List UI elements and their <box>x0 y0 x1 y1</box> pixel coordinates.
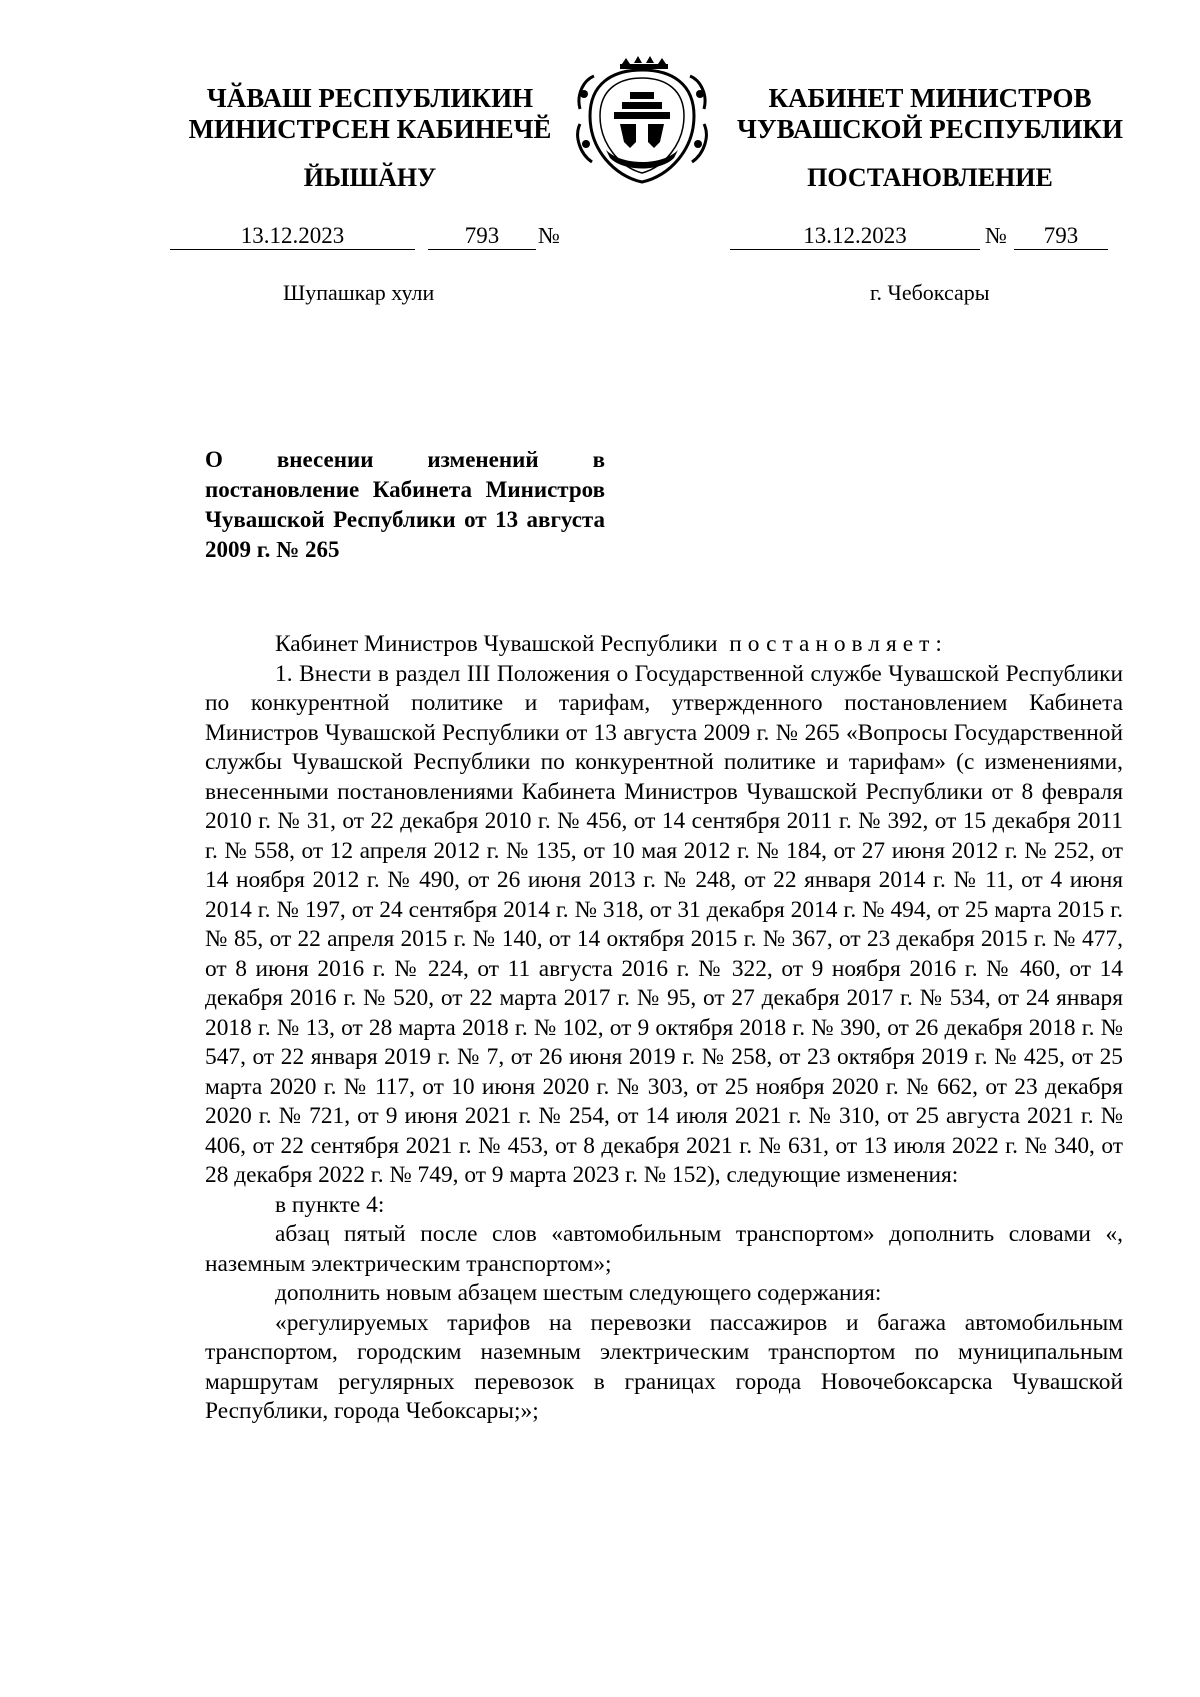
city-left: Шупашкар хули <box>283 280 435 305</box>
header-right-line1: КАБИНЕТ МИНИСТРОВ <box>768 83 1092 113</box>
header-left-doctype: ЙЫШӐНУ <box>303 163 437 192</box>
preamble-text: Кабинет Министров Чувашской Республики <box>275 631 718 657</box>
preamble-verb: постановляет: <box>729 631 948 657</box>
registration-right-date: 13.12.2023 <box>730 222 980 250</box>
item-1: 1. Внести в раздел III Положения о Государственной службе Чувашской Республики по конкурентной политике и тарифам, утвержденного постановлением Кабинета Министров Чувашской Республики от 13 августа 2009 г. № 265 «Вопросы Государственной службы Чувашской Республики по конкурентной политике и тарифам» (с изменениями, внесенными постановлениями Кабинета Министров Чувашской Республики от 8 февраля 2010 г. № 31, от 22 декабря 2010 г. № 456, от 14 сентября 2011 г. № 392, от 15 декабря 2011 г. № 558, от 12 апреля 2012 г. № 135, от 10 мая 2012 г. № 184, от 27 июня 2012 г. № 252, от 14 ноября 2012 г. № 490, от 26 июня 2013 г. № 248, от 22 января 2014 г. № 11, от 4 июня 2014 г. № 197, от 24 сентября 2014 г. № 318, от 31 декабря 2014 г. № 494, от 25 марта 2015 г. № 85, от 22 апреля 2015 г. № 140, от 14 октября 2015 г. № 367, от 23 декабря 2015 г. № 477, от 8 июня 2016 г. № 224, от 11 августа 2016 г. № 322, от 9 ноября 2016 г. № 460, от 14 декабря 2016 г. № 520, от 22 марта 2017 г. № 95, от 27 декабря 2017 г. № 534, от 24 января 2018 г. № 13, от 28 марта 2018 г. № 102, от 9 октября 2018 г. № 390, от 26 декабря 2018 г. № 547, от 22 января 2019 г. № 7, от 26 июня 2019 г. № 258, от 23 октября 2019 г. № 425, от 25 марта 2020 г. № 117, от 10 июня 2020 г. № 303, от 25 ноября 2020 г. № 662, от 23 декабря 2020 г. № 721, от 9 июня 2021 г. № 254, от 14 июля 2021 г. № 310, от 25 августа 2021 г. № 406, от 22 сентября 2021 г. № 453, от 8 декабря 2021 г. № 631, от 13 июля 2022 г. № 340, от 28 декабря 2022 г. № 749, от 9 марта 2023 г. № 152), следующие изменения: <box>205 660 1123 1188</box>
paragraph-quote: «регулируемых тарифов на перевозки пассажиров и багажа автомобильным транспортом, городским наземным электрическим транспортом по муниципальным маршрутам регулярных перевозок в границах города Новочебоксарска Чувашской Республики, города Чебоксары;»; <box>205 1309 1123 1424</box>
paragraph-abzac5: абзац пятый после слов «автомобильным транспортом» дополнить словами «, наземным электрическим транспортом»; <box>205 1221 1123 1277</box>
preamble <box>205 630 1123 660</box>
paragraph-new6: дополнить новым абзацем шестым следующего содержания: <box>275 1280 882 1306</box>
registration-right <box>600 222 1200 252</box>
registration-right-number: 793 <box>1014 222 1108 250</box>
registration-left <box>0 222 600 252</box>
document-body <box>205 630 1123 1427</box>
document-subject: О внесении изменений в постановление Кабинета Министров Чувашской Республики от 13 августа 2009 г. № 265 <box>205 447 605 562</box>
paragraph-point4: в пункте 4: <box>275 1191 385 1218</box>
header-right-doctype: ПОСТАНОВЛЕНИЕ <box>807 163 1053 192</box>
header-right-org <box>720 83 1140 145</box>
registration-left-date: 13.12.2023 <box>170 222 415 250</box>
registration-left-no-sign: № <box>538 223 560 248</box>
header-left-line2: МИНИСТРСЕН КАБИНЕЧӖ <box>188 114 552 144</box>
registration-right-no-sign: № <box>985 223 1007 248</box>
header-left-line1: ЧӐВАШ РЕСПУБЛИКИН <box>206 83 534 113</box>
header-right-line2: ЧУВАШСКОЙ РЕСПУБЛИКИ <box>737 114 1123 144</box>
header-left-org <box>160 83 580 145</box>
registration-left-number: 793 <box>428 222 536 250</box>
city-right: г. Чебоксары <box>870 280 990 305</box>
coat-of-arms-icon <box>572 54 712 186</box>
